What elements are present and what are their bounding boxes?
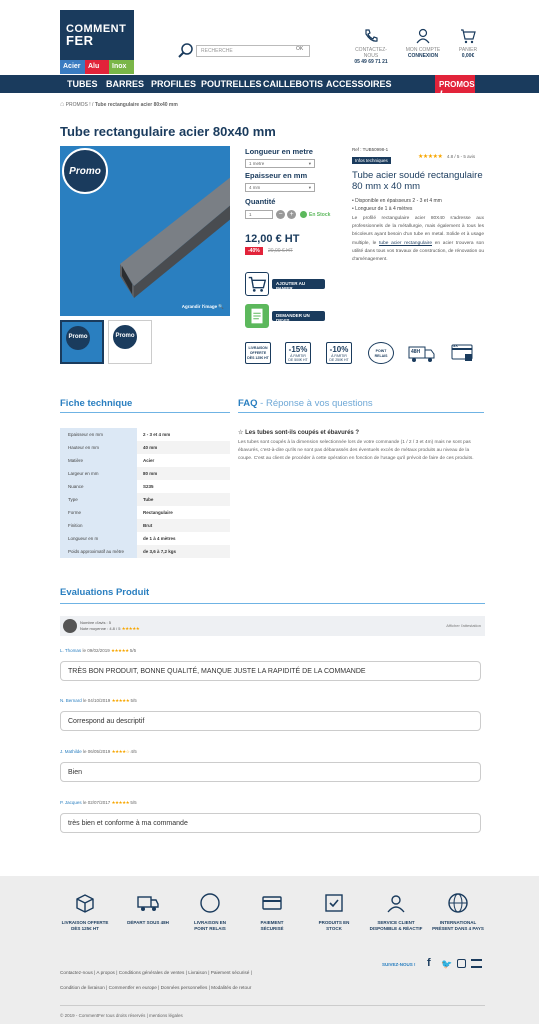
- spec-key: Longueur en m: [60, 532, 137, 545]
- review-meta: [60, 698, 137, 704]
- footer-links-row1[interactable]: Contactez-nous | A propos | Conditions générales de ventes | Livraison | Paiement sécurisé |: [60, 970, 252, 975]
- badge-point-relais: [368, 342, 394, 364]
- length-select[interactable]: [245, 159, 315, 168]
- badge-line: OFFERTE: [249, 351, 267, 355]
- payment-icon: [261, 892, 283, 914]
- request-quote-button[interactable]: [245, 304, 325, 328]
- bullet-item: • Longueur de 1 à 4 mètres: [352, 206, 413, 212]
- info-tech-tag[interactable]: Infos techniques: [352, 157, 391, 164]
- account-login: CONNEXION: [407, 53, 439, 59]
- product-bullets: [352, 197, 442, 213]
- product-ref: Ref : TUB50998-1: [352, 147, 389, 152]
- truck-icon: [137, 892, 159, 914]
- specs-title: Fiche technique: [60, 398, 133, 409]
- cart-icon: [460, 28, 476, 44]
- thumbnail-1[interactable]: [60, 320, 104, 364]
- footer-feature: [304, 892, 364, 932]
- review-stars: ★★★★★: [110, 648, 129, 653]
- stock-icon: [323, 892, 345, 914]
- spec-row: [60, 428, 230, 441]
- product-subtitle: Tube acier soudé rectangulaire 80 mm x 40 mm: [352, 170, 483, 192]
- product-description: [352, 215, 484, 264]
- faq-title: [238, 398, 373, 409]
- badge-line: 3X: [453, 343, 458, 348]
- spec-row: [60, 480, 230, 493]
- rating-text: 4.8 / 5 - 5 avis: [446, 154, 476, 159]
- cart-icon: [245, 272, 269, 296]
- breadcrumb: [60, 101, 178, 108]
- spec-key: Largeur en mm: [60, 467, 137, 480]
- badge-line: -10%: [329, 345, 349, 354]
- reviews-average: [80, 626, 139, 632]
- twitter-icon[interactable]: 🐦: [441, 959, 453, 969]
- reviews-stats: [80, 620, 139, 632]
- breadcrumb-sep: /: [92, 102, 94, 108]
- show-certificate-link[interactable]: Afficher l'attestation: [446, 623, 481, 628]
- cart-block[interactable]: [456, 28, 480, 59]
- add-to-cart-label: AJOUTER AU PANIER: [272, 279, 325, 289]
- spec-key: Type: [60, 493, 137, 506]
- badge-line: LIVRAISON: [248, 346, 268, 350]
- length-label: Longueur en metre: [245, 147, 313, 156]
- reviews-title: Evaluations Produit: [60, 587, 150, 598]
- desc-link[interactable]: tube acier rectangulaire: [379, 240, 432, 246]
- product-rating[interactable]: [418, 145, 475, 163]
- spec-value: de 1 à 4 mètres: [143, 535, 176, 541]
- product-main-image[interactable]: [60, 146, 230, 316]
- footer-feature: [428, 892, 488, 932]
- spec-value: de 3,6 à 7,2 kgs: [137, 545, 230, 558]
- spec-row: [60, 467, 230, 480]
- footer-feature-line1: INTERNATIONAL: [439, 920, 477, 925]
- zoom-icon: 🔍: [218, 304, 224, 309]
- logo-seg-alu: Alu: [85, 60, 109, 74]
- review-text: Correspond au descriptif: [60, 711, 481, 731]
- user-icon: [415, 28, 431, 44]
- faq-divider: [238, 412, 484, 413]
- spec-row: [60, 441, 230, 454]
- rating-stars: ★★★★★: [121, 626, 140, 631]
- faq-answer: Les tubes sont coupés à la dimension selectionnée lors de votre commande (1 / 2 / 3 et 4m) mais ne sont pas ébavurés, c'est-à-dire qu'ils ne sont pas débarassés des éventuels excès de métaux produits au niveau de la coupe. C'est au client de procéder à cette opération en fonction de l'usage qu'il prévoit de faire de ces produits.: [238, 440, 474, 462]
- spec-key: Epaisseur en mm: [60, 428, 137, 441]
- exclamation-icon: !: [439, 89, 443, 101]
- spec-value: 80 mm: [137, 467, 230, 480]
- specs-divider: [60, 412, 230, 413]
- footer-feature-line1: PRODUITS EN: [318, 920, 350, 925]
- review-author: L. Thomas: [60, 648, 82, 653]
- add-to-cart-button[interactable]: [245, 272, 325, 296]
- nav-promo-label: PROMOS: [439, 80, 475, 89]
- nav-item-caillebotis[interactable]: CAILLEBOTIS: [263, 79, 323, 89]
- spec-value: Rectangulaire: [143, 509, 173, 515]
- footer-feature: [180, 892, 240, 932]
- review-author: J. Mathilde: [60, 749, 82, 754]
- copyright: © 2019 - CommentFer tous droits réservés | mentions légales: [60, 1013, 183, 1018]
- logo-seg-acier: Acier: [60, 60, 85, 74]
- review-meta: [60, 800, 137, 806]
- review-meta: [60, 749, 137, 755]
- review-date: le 04/10/2019: [81, 698, 111, 703]
- rating-stars: ★★★★★: [418, 154, 443, 160]
- nav-item-barres[interactable]: BARRES: [106, 79, 145, 89]
- footer-divider: [60, 1005, 485, 1006]
- instagram-icon[interactable]: [457, 959, 466, 968]
- logo-word: [66, 24, 126, 48]
- review-author: P. Jacques: [60, 800, 82, 805]
- thumbnail-2[interactable]: [108, 320, 152, 364]
- badge-line: DE 500€ HT: [288, 358, 308, 362]
- follow-us-label: SUIVEZ-NOUS !: [382, 962, 416, 967]
- page-title: Tube rectangulaire acier 80x40 mm: [60, 124, 276, 139]
- badge-line: POINT: [375, 349, 387, 353]
- enlarge-link[interactable]: [182, 304, 224, 310]
- footer-feature-line1: LIVRAISON EN: [193, 920, 226, 925]
- footer-feature-line2: SÉCURISÉ: [260, 926, 284, 931]
- request-quote-label: DEMANDER UN DEVIS: [272, 311, 325, 321]
- nav-item-accessoires[interactable]: ACCESSOIRES: [326, 79, 392, 89]
- enlarge-label: Agrandir l'image: [181, 304, 218, 309]
- footer-feature-line2: DÈS 125€ HT: [71, 926, 99, 931]
- footer-feature-line2: DISPONIBLE & RÉACTIF: [369, 926, 423, 931]
- badge-10-percent: [326, 342, 352, 364]
- review-date: le 09/02/2019: [81, 648, 110, 653]
- stock-dot-icon: [300, 211, 307, 218]
- spec-key: Forme: [60, 506, 137, 519]
- footer-feature: [118, 892, 178, 926]
- length-value: 1 metre: [249, 161, 265, 166]
- badge-48h: [406, 342, 432, 364]
- blog-icon[interactable]: [471, 959, 482, 968]
- review-score: 4/5: [130, 749, 137, 754]
- specs-table: [60, 428, 230, 558]
- review-score: 5/5: [130, 698, 137, 703]
- nav-item-tubes[interactable]: TUBES: [67, 79, 98, 89]
- logo-seg-inox: Inox: [109, 60, 134, 74]
- review-text: TRÈS BON PRODUIT, BONNE QUALITÉ, MANQUE JUSTE LA RAPIDITÉ DE LA COMMANDE: [60, 661, 481, 681]
- footer-feature-line1: LIVRAISON OFFERTE: [61, 920, 109, 925]
- spec-row: [60, 532, 230, 545]
- logo-line2: FER: [66, 33, 94, 48]
- desc-text: Le profilé rectangulaire acier 80X40 s'adresse aux professionnels de la métallurgie, mais également à tous les bricoleurs ayant besoin d'un tube en metal. Solide et à usage multiple, le: [352, 216, 484, 246]
- chevron-down-icon: ▾: [308, 161, 311, 166]
- review-score: 5/5: [130, 800, 137, 805]
- cart-total: 0,00€: [461, 53, 475, 59]
- headset-icon: [385, 892, 407, 914]
- faq-title-a: FAQ: [238, 398, 258, 409]
- badge-line: DÈS 125€ HT: [247, 356, 269, 360]
- spec-value: 2 - 3 et 4 mm: [143, 431, 171, 437]
- spec-value: Acier: [143, 457, 155, 463]
- account-block[interactable]: [404, 28, 442, 59]
- thickness-label: Epaisseur en mm: [245, 171, 308, 180]
- spec-row: [60, 519, 230, 532]
- nav-item-poutrelles[interactable]: POUTRELLES: [201, 79, 262, 89]
- search-submit-button[interactable]: OK: [296, 46, 304, 52]
- qty-minus-button[interactable]: −: [276, 210, 285, 219]
- review-stars: ★★★★☆: [111, 749, 130, 754]
- badge-line: -15%: [288, 345, 308, 354]
- product-price: 12,00 € HT: [245, 233, 300, 245]
- reviews-summary: [60, 616, 485, 636]
- review-meta: [60, 648, 136, 654]
- contact-label: CONTACTEZ-NOUS: [355, 47, 387, 59]
- chevron-down-icon: ▾: [308, 185, 311, 190]
- spec-key: Nuance: [60, 480, 137, 493]
- footer-feature-line2: STOCK: [326, 926, 342, 931]
- bullet-text: Disponible en épaisseurs 2 - 3 et 4 mm: [355, 198, 442, 204]
- footer-feature: [242, 892, 302, 932]
- review-text: Bien: [60, 762, 481, 782]
- faq-question[interactable]: [238, 429, 359, 436]
- thickness-select[interactable]: [245, 183, 315, 192]
- review-score: 5/5: [129, 648, 137, 653]
- badge-line: 48H: [411, 349, 421, 355]
- review-stars: ★★★★★: [111, 800, 130, 805]
- faq-question-text: Les tubes sont-ils coupés et ébavurés ?: [245, 430, 360, 436]
- home-icon[interactable]: ⌂: [60, 101, 65, 108]
- logo-line1: COMMENT: [66, 23, 127, 35]
- review-stars: ★★★★★: [111, 698, 130, 703]
- phone-icon: [363, 28, 379, 44]
- account-label: MON COMPTE: [405, 47, 441, 53]
- badge-line: À PARTIR: [331, 354, 347, 358]
- spec-value: Brut: [137, 519, 230, 532]
- contact-phone: 05 49 69 71 21: [354, 59, 388, 65]
- old-price: 20,00 € HT: [268, 248, 293, 254]
- discount-badge: -40%: [245, 247, 263, 255]
- search-icon[interactable]: [178, 43, 194, 59]
- footer-feature-line2: POINT RELAIS: [194, 926, 226, 931]
- footer-feature-line2: PRÉSENT DANS 4 PAYS: [432, 926, 484, 931]
- badge-line: À PARTIR: [290, 354, 306, 358]
- site-logo[interactable]: [60, 10, 134, 74]
- qty-plus-button[interactable]: +: [287, 210, 296, 219]
- reviews-logo-icon: [63, 619, 77, 633]
- badge-line: DE 250€ HT: [329, 358, 349, 362]
- review-author: N. Bernard: [60, 698, 82, 703]
- footer-feature: [55, 892, 115, 932]
- badge-15-percent: [285, 342, 311, 364]
- spec-row: [60, 454, 230, 467]
- thickness-value: 4 mm: [249, 185, 261, 190]
- spec-key: Poids approximatif au mètre: [60, 545, 137, 558]
- bullet-text: Longueur de 1 à 4 mètres: [355, 206, 413, 212]
- spec-row: [60, 545, 230, 558]
- promo-badge: Promo: [62, 148, 108, 194]
- search-input[interactable]: RECHERCHE: [196, 45, 310, 57]
- facebook-icon[interactable]: f: [427, 957, 431, 969]
- faq-title-b: - Réponse à vos questions: [257, 398, 373, 409]
- footer-feature-line1: PAIEMENT: [260, 920, 284, 925]
- review-text: très bien et conforme à ma commande: [60, 813, 481, 833]
- footer-feature-line1: DÉPART SOUS 48H: [127, 920, 169, 925]
- quote-icon: [245, 304, 269, 328]
- footer-feature: [366, 892, 426, 932]
- review-date: le 02/07/2017: [81, 800, 111, 805]
- spec-row: [60, 506, 230, 519]
- thumbnail-1-promo: Promo: [66, 326, 90, 350]
- reviews-average-text: Note moyenne : 4.8 / 5: [80, 626, 121, 631]
- nav-item-profiles[interactable]: PROFILES: [151, 79, 197, 89]
- spec-key: Matière: [60, 454, 137, 467]
- box-icon: [74, 892, 96, 914]
- nav-promo-button[interactable]: [435, 75, 475, 101]
- spec-row: [60, 493, 230, 506]
- stock-status: En Stock: [309, 212, 331, 218]
- review-date: le 06/05/2019: [81, 749, 111, 754]
- bullet-item: • Disponible en épaisseurs 2 - 3 et 4 mm: [352, 198, 442, 204]
- plus-icon: ☆: [238, 430, 244, 436]
- spec-value: 40 mm: [137, 441, 230, 454]
- footer-feature-line1: SERVICE CLIENT: [377, 920, 415, 925]
- spec-key: Finition: [60, 519, 137, 532]
- reviews-count: Nombre d'avis : 5: [80, 620, 111, 625]
- relay-icon: [199, 892, 221, 914]
- breadcrumb-current: Tube rectangulaire acier 80x40 mm: [94, 102, 178, 108]
- badge-3x: [450, 342, 476, 364]
- spec-value: Tube: [137, 493, 230, 506]
- footer-links-row2[interactable]: Condition de livraison | Commentfer en europe | Données personnelles | Modalités de retour: [60, 985, 252, 990]
- desc-text: en acier trouvera son utilité dans tous vos travaux de construction, de rénovation ou d'aménagement.: [352, 240, 484, 263]
- badge-line: RELAIS: [374, 354, 388, 358]
- thumbnail-2-promo: Promo: [113, 325, 137, 349]
- qty-label: Quantité: [245, 197, 276, 206]
- spec-key: Hauteur en mm: [60, 441, 137, 454]
- qty-input[interactable]: 1: [245, 210, 273, 219]
- badge-free-delivery: [245, 342, 271, 364]
- globe-icon: [447, 892, 469, 914]
- breadcrumb-promos[interactable]: PROMOS !: [65, 102, 91, 108]
- cart-label: PANIER: [458, 47, 478, 53]
- spec-value: S235: [143, 483, 154, 489]
- contact-block[interactable]: [350, 28, 392, 65]
- reviews-divider: [60, 603, 485, 604]
